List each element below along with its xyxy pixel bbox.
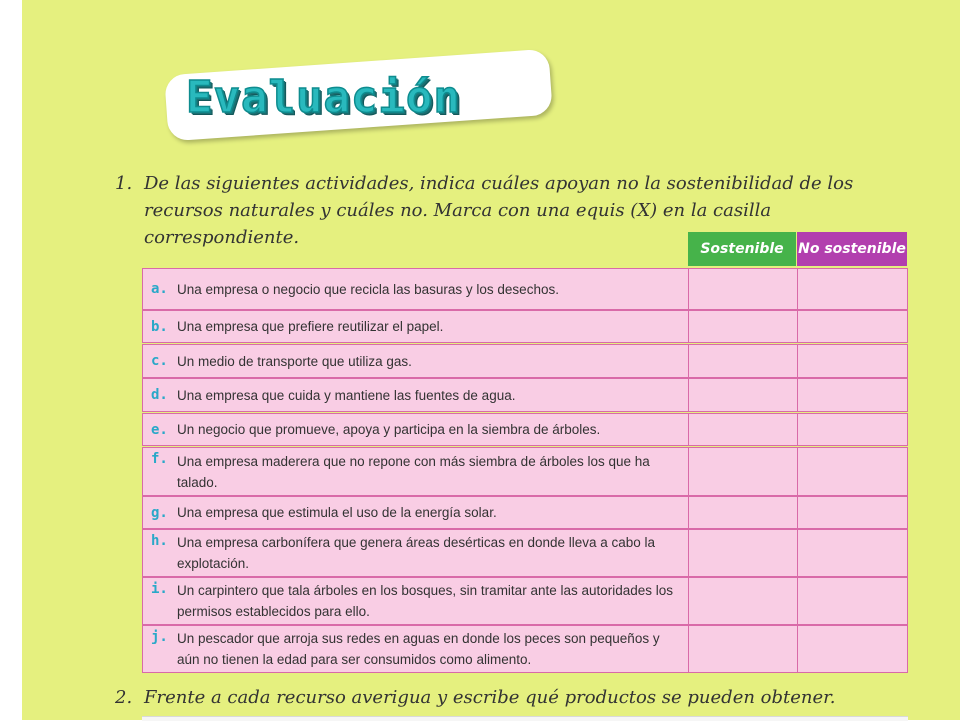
- row-text: Una empresa que prefiere reutilizar el papel.: [177, 319, 444, 334]
- next-table-edge: [142, 716, 908, 721]
- row-text: Un pescador que arroja sus redes en aguas en donde los peces son pequeños y aún no tienen la edad para ser consumidos como alimento.: [177, 631, 660, 667]
- checkbox-sostenible[interactable]: [689, 448, 798, 495]
- row-text: Una empresa carbonífera que genera áreas desérticas en donde lleva a cabo la explotación.: [177, 535, 656, 571]
- row-letter: e.: [151, 421, 168, 438]
- table-row: [142, 625, 908, 673]
- activity-description: [143, 311, 689, 342]
- checkbox-no-sostenible[interactable]: [798, 345, 907, 377]
- table-row: [142, 529, 908, 577]
- row-letter: i.: [151, 581, 168, 597]
- row-text: Una empresa que estimula el uso de la energía solar.: [177, 505, 497, 520]
- row-letter: c.: [151, 353, 168, 369]
- checkbox-sostenible[interactable]: [689, 379, 798, 411]
- question-1-number: 1.: [115, 173, 133, 194]
- page-title: Evaluación: [186, 72, 461, 123]
- activity-description: [143, 530, 689, 576]
- checkbox-no-sostenible[interactable]: [798, 269, 907, 309]
- activity-description: [143, 448, 689, 495]
- checkbox-sostenible[interactable]: [689, 626, 798, 672]
- checkbox-sostenible[interactable]: [689, 269, 798, 309]
- row-text: Un carpintero que tala árboles en los bosques, sin tramitar ante las autoridades los permisos establecidos para ello.: [177, 583, 674, 619]
- checkbox-sostenible[interactable]: [689, 414, 798, 445]
- checkbox-no-sostenible[interactable]: [798, 578, 907, 624]
- checkbox-no-sostenible[interactable]: [798, 379, 907, 411]
- header-sostenible: Sostenible: [688, 232, 796, 266]
- table-row: [142, 496, 908, 529]
- activity-description: [143, 269, 689, 309]
- row-letter: a.: [151, 281, 168, 297]
- checkbox-no-sostenible[interactable]: [798, 414, 907, 445]
- row-letter: h.: [151, 533, 168, 549]
- row-letter: g.: [151, 504, 168, 521]
- checkbox-sostenible[interactable]: [689, 345, 798, 377]
- table-row: [142, 447, 908, 496]
- table-row: [142, 577, 908, 625]
- checkbox-no-sostenible[interactable]: [798, 448, 907, 495]
- activity-description: [143, 345, 689, 377]
- activity-description: [143, 626, 689, 672]
- row-letter: d.: [151, 387, 168, 403]
- table-row: [142, 268, 908, 310]
- row-letter: j.: [151, 629, 168, 645]
- activity-description: [143, 578, 689, 624]
- checkbox-no-sostenible[interactable]: [798, 497, 907, 528]
- row-text: Una empresa maderera que no repone con más siembra de árboles los que ha talado.: [177, 453, 650, 490]
- table-row: [142, 413, 908, 446]
- row-text: Un negocio que promueve, apoya y participa en la siembra de árboles.: [177, 422, 601, 437]
- question-2-number: 2.: [115, 687, 133, 708]
- activity-description: [143, 379, 689, 411]
- header-no-sostenible: No sostenible: [797, 232, 907, 266]
- checkbox-sostenible[interactable]: [689, 530, 798, 576]
- checkbox-no-sostenible[interactable]: [798, 626, 907, 672]
- row-letter: f.: [151, 451, 168, 467]
- activity-description: [143, 414, 689, 445]
- question-1-text: De las siguientes actividades, indica cuáles apoyan no la sostenibilidad de los recursos naturales y cuáles no. Marca con una equis (X) en la casilla correspondiente.: [144, 173, 854, 248]
- row-text: Un medio de transporte que utiliza gas.: [177, 353, 412, 369]
- table-row: [142, 344, 908, 378]
- checkbox-sostenible[interactable]: [689, 497, 798, 528]
- checkbox-sostenible[interactable]: [689, 578, 798, 624]
- checkbox-no-sostenible[interactable]: [798, 530, 907, 576]
- checkbox-sostenible[interactable]: [689, 311, 798, 342]
- table-row: [142, 310, 908, 343]
- row-text: Una empresa que cuida y mantiene las fuentes de agua.: [177, 387, 516, 403]
- row-letter: b.: [151, 318, 168, 335]
- table-row: [142, 378, 908, 412]
- question-2-text: Frente a cada recurso averigua y escribe qué productos se pueden obtener.: [144, 687, 836, 708]
- question-2: [115, 684, 895, 711]
- checkbox-no-sostenible[interactable]: [798, 311, 907, 342]
- activity-description: [143, 497, 689, 528]
- row-text: Una empresa o negocio que recicla las basuras y los desechos.: [177, 281, 559, 297]
